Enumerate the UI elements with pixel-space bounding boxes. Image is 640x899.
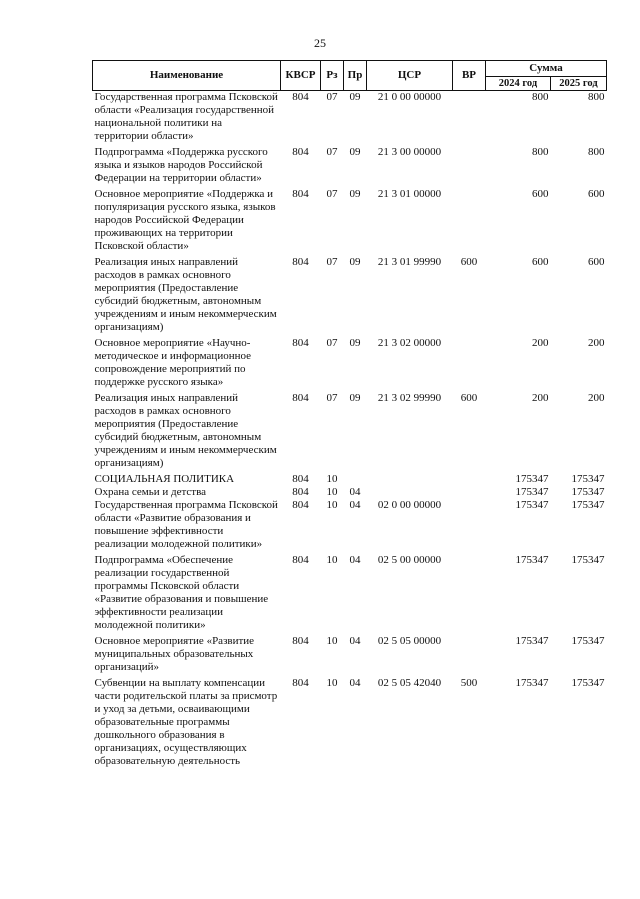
cell-csr bbox=[367, 486, 453, 499]
table-row bbox=[93, 635, 607, 677]
cell-sum-2025: 200 bbox=[588, 337, 605, 349]
cell-name: Основное мероприятие «Развитие муниципальных образовательных организаций» bbox=[94, 635, 255, 673]
cell-pr: 04 bbox=[349, 635, 361, 647]
cell-sum-2025: 600 bbox=[588, 188, 605, 200]
cell-sum-2025: 175347 bbox=[571, 554, 605, 566]
header-vr: ВР bbox=[453, 61, 486, 91]
header-pr: Пр bbox=[344, 61, 367, 91]
cell-csr: 02 5 00 00000 bbox=[377, 554, 442, 566]
cell-sum-2025: 175347 bbox=[571, 499, 605, 511]
cell-rz: 10 bbox=[326, 473, 338, 485]
cell-pr: 09 bbox=[349, 256, 361, 268]
cell-sum-2025: 200 bbox=[588, 392, 605, 404]
cell-sum-2024: 175347 bbox=[515, 677, 549, 689]
cell-name: Основное мероприятие «Поддержка и популяризация русского языка, языков народов Российской Федерации проживающих на территории Псковской области» bbox=[94, 188, 276, 252]
cell-name: Реализация иных направлений расходов в рамках основного мероприятия (Предоставление субсидий бюджетным, автономным учреждениям и иным некоммерческим организациям) bbox=[94, 256, 277, 333]
cell-sum-2025: 175347 bbox=[571, 486, 605, 498]
table-row bbox=[93, 256, 607, 337]
cell-vr bbox=[453, 554, 486, 635]
cell-sum-2024: 800 bbox=[532, 91, 549, 103]
cell-csr: 21 3 00 00000 bbox=[377, 146, 442, 158]
cell-csr bbox=[367, 473, 453, 486]
cell-kvsr: 804 bbox=[292, 188, 309, 200]
cell-csr: 02 5 05 00000 bbox=[377, 635, 442, 647]
cell-kvsr: 804 bbox=[292, 473, 309, 485]
cell-kvsr: 804 bbox=[292, 91, 309, 103]
cell-pr: 09 bbox=[349, 146, 361, 158]
cell-sum-2024: 175347 bbox=[515, 473, 549, 485]
cell-sum-2025: 800 bbox=[588, 91, 605, 103]
cell-pr: 09 bbox=[349, 91, 361, 103]
cell-sum-2025: 800 bbox=[588, 146, 605, 158]
cell-pr bbox=[344, 473, 367, 486]
cell-kvsr: 804 bbox=[292, 499, 309, 511]
cell-rz: 07 bbox=[326, 91, 338, 103]
table-row bbox=[93, 473, 607, 486]
cell-csr: 21 3 01 99990 bbox=[377, 256, 442, 268]
cell-vr bbox=[453, 188, 486, 256]
cell-rz: 07 bbox=[326, 256, 338, 268]
cell-pr: 09 bbox=[349, 188, 361, 200]
table-header bbox=[93, 61, 607, 91]
cell-sum-2024: 175347 bbox=[515, 486, 549, 498]
table-row bbox=[93, 188, 607, 256]
cell-vr bbox=[453, 473, 486, 486]
table-body bbox=[93, 91, 607, 772]
table-row bbox=[93, 392, 607, 473]
table-row bbox=[93, 337, 607, 392]
cell-csr: 02 0 00 00000 bbox=[377, 499, 442, 511]
cell-sum-2024: 175347 bbox=[515, 554, 549, 566]
cell-sum-2025: 175347 bbox=[571, 677, 605, 689]
cell-rz: 10 bbox=[326, 486, 338, 498]
cell-vr bbox=[453, 146, 486, 188]
cell-sum-2025: 175347 bbox=[571, 473, 605, 485]
cell-kvsr: 804 bbox=[292, 392, 309, 404]
cell-csr: 21 0 00 00000 bbox=[377, 91, 442, 103]
cell-rz: 07 bbox=[326, 392, 338, 404]
cell-vr bbox=[453, 635, 486, 677]
cell-sum-2025: 600 bbox=[588, 256, 605, 268]
header-rz: Рз bbox=[321, 61, 344, 91]
cell-sum-2025: 175347 bbox=[571, 635, 605, 647]
cell-kvsr: 804 bbox=[292, 486, 309, 498]
table-row bbox=[93, 486, 607, 499]
cell-csr: 21 3 02 99990 bbox=[377, 392, 442, 404]
table-row bbox=[93, 677, 607, 771]
cell-name: Реализация иных направлений расходов в рамках основного мероприятия (Предоставление субсидий бюджетным, автономным учреждениям и иным некоммерческим организациям) bbox=[94, 392, 277, 469]
cell-name: Государственная программа Псковской области «Развитие образования и повышение эффективности реализации молодежной политики» bbox=[94, 499, 278, 550]
cell-sum-2024: 800 bbox=[532, 146, 549, 158]
cell-pr: 04 bbox=[349, 677, 361, 689]
budget-table bbox=[92, 60, 607, 771]
table-row bbox=[93, 91, 607, 147]
cell-vr bbox=[453, 337, 486, 392]
header-sum: Сумма bbox=[486, 61, 607, 77]
cell-vr bbox=[453, 499, 486, 554]
cell-kvsr: 804 bbox=[292, 635, 309, 647]
cell-pr: 09 bbox=[349, 392, 361, 404]
cell-rz: 07 bbox=[326, 188, 338, 200]
cell-pr: 09 bbox=[349, 337, 361, 349]
cell-pr: 04 bbox=[349, 554, 361, 566]
table-row bbox=[93, 146, 607, 188]
cell-vr bbox=[453, 91, 486, 147]
page-number: 25 bbox=[314, 36, 326, 50]
header-name: Наименование bbox=[93, 61, 281, 91]
cell-kvsr: 804 bbox=[292, 677, 309, 689]
cell-name: Субвенции на выплату компенсации части родительской платы за присмотр и уход за детьми, осваивающими образовательные программы дошкольного образования в организациях, осуществляющих образовательную деятельность bbox=[94, 677, 278, 767]
cell-name: Подпрограмма «Поддержка русского языка и языков народов Российской Федерации на территории области» bbox=[94, 146, 268, 184]
cell-name: Охрана семьи и детства bbox=[94, 486, 207, 498]
header-year-2025: 2025 год bbox=[551, 77, 607, 91]
cell-sum-2024: 600 bbox=[532, 256, 549, 268]
cell-vr bbox=[453, 486, 486, 499]
cell-sum-2024: 600 bbox=[532, 188, 549, 200]
cell-csr: 02 5 05 42040 bbox=[377, 677, 442, 689]
table-row bbox=[93, 554, 607, 635]
cell-name: Основное мероприятие «Научно-методическое и информационное сопровождение мероприятий по поддержке русского языка» bbox=[94, 337, 251, 388]
cell-sum-2024: 200 bbox=[532, 392, 549, 404]
cell-name: СОЦИАЛЬНАЯ ПОЛИТИКА bbox=[94, 473, 235, 485]
cell-kvsr: 804 bbox=[292, 256, 309, 268]
header-year-2024: 2024 год bbox=[486, 77, 551, 91]
cell-vr: 500 bbox=[460, 677, 478, 689]
cell-vr: 600 bbox=[460, 392, 478, 404]
cell-kvsr: 804 bbox=[292, 146, 309, 158]
cell-rz: 10 bbox=[326, 677, 338, 689]
cell-rz: 07 bbox=[326, 337, 338, 349]
cell-rz: 07 bbox=[326, 146, 338, 158]
cell-sum-2024: 175347 bbox=[515, 499, 549, 511]
cell-csr: 21 3 01 00000 bbox=[377, 188, 442, 200]
cell-rz: 10 bbox=[326, 554, 338, 566]
cell-rz: 10 bbox=[326, 499, 338, 511]
cell-sum-2024: 200 bbox=[532, 337, 549, 349]
cell-pr: 04 bbox=[349, 486, 361, 498]
header-kvsr: КВСР bbox=[281, 61, 321, 91]
table-row bbox=[93, 499, 607, 554]
header-csr: ЦСР bbox=[367, 61, 453, 91]
cell-kvsr: 804 bbox=[292, 337, 309, 349]
cell-name: Подпрограмма «Обеспечение реализации государственной программы Псковской области «Развитие образования и повышение эффективности реализации молодежной политики» bbox=[94, 554, 269, 631]
cell-csr: 21 3 02 00000 bbox=[377, 337, 442, 349]
cell-pr: 04 bbox=[349, 499, 361, 511]
cell-rz: 10 bbox=[326, 635, 338, 647]
cell-kvsr: 804 bbox=[292, 554, 309, 566]
cell-sum-2024: 175347 bbox=[515, 635, 549, 647]
cell-vr: 600 bbox=[460, 256, 478, 268]
cell-name: Государственная программа Псковской области «Реализация государственной национальной политики на территории области» bbox=[94, 91, 278, 142]
